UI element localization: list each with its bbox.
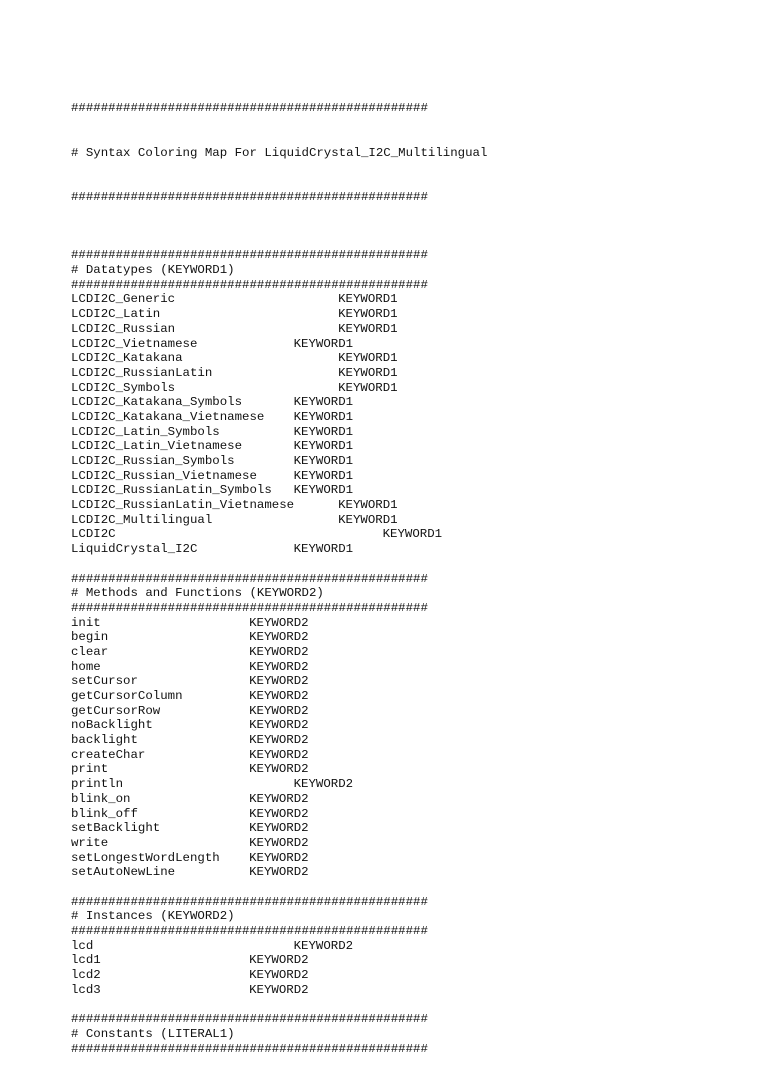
- entry-keyword: KEYWORD1: [338, 498, 398, 513]
- entry-keyword: KEYWORD1: [338, 512, 398, 527]
- keyword-entry: [71, 454, 761, 469]
- entry-keyword: KEYWORD1: [293, 542, 354, 557]
- blank-line: [71, 997, 761, 1012]
- entry-keyword: KEYWORD2: [249, 953, 309, 968]
- entry-name: LCDI2C: [71, 527, 116, 542]
- keyword-entry: [71, 660, 761, 675]
- keyword-entry: [71, 748, 761, 763]
- section-heading: # Instances (KEYWORD2): [71, 909, 235, 924]
- entry-keyword: KEYWORD2: [249, 718, 309, 733]
- entry-keyword: KEYWORD2: [293, 777, 354, 792]
- entry-name: setAutoNewLine: [71, 865, 176, 880]
- entry-name: getCursorRow: [71, 703, 161, 718]
- entry-keyword: KEYWORD1: [338, 380, 398, 395]
- header-rule-top: ################################################: [71, 101, 428, 116]
- entry-keyword: KEYWORD2: [249, 630, 309, 645]
- entry-keyword: KEYWORD2: [249, 806, 309, 821]
- entry-keyword: KEYWORD1: [293, 483, 354, 498]
- keyword-entry: [71, 351, 761, 366]
- keyword-entry: [71, 498, 761, 513]
- entry-name: noBacklight: [71, 718, 153, 733]
- entry-keyword: KEYWORD2: [249, 821, 309, 836]
- entry-name: LCDI2C_Vietnamese: [71, 336, 198, 351]
- header-rule-bottom: ################################################: [71, 189, 428, 204]
- header-title: # Syntax Coloring Map For LiquidCrystal_I2C_Multilingual: [71, 145, 488, 160]
- keyword-entry: [71, 513, 761, 528]
- entry-keyword: KEYWORD1: [293, 468, 354, 483]
- entry-name: setBacklight: [71, 821, 161, 836]
- entry-name: println: [71, 777, 124, 792]
- entry-keyword: KEYWORD1: [338, 292, 398, 307]
- entry-keyword: KEYWORD2: [249, 835, 309, 850]
- entry-keyword: KEYWORD2: [249, 865, 309, 880]
- keyword-entry: [71, 542, 761, 557]
- keyword-entry: [71, 645, 761, 660]
- entry-keyword: KEYWORD2: [249, 733, 309, 748]
- keyword-entry: [71, 983, 761, 998]
- entry-keyword: KEYWORD1: [293, 454, 354, 468]
- entry-keyword: KEYWORD1: [293, 439, 354, 454]
- entry-name: lcd1: [71, 953, 101, 968]
- keyword-entry: [71, 307, 761, 322]
- entry-name: clear: [71, 644, 109, 659]
- entry-name: LCDI2C_Russian_Vietnamese: [71, 468, 257, 483]
- entry-name: LCDI2C_Multilingual: [71, 512, 213, 527]
- entry-keyword: KEYWORD2: [293, 938, 354, 953]
- entry-keyword: KEYWORD2: [249, 762, 309, 777]
- entry-name: LCDI2C_RussianLatin_Vietnamese: [71, 498, 295, 513]
- entry-keyword: KEYWORD2: [249, 615, 309, 630]
- entry-keyword: KEYWORD2: [249, 791, 309, 806]
- keyword-entry: [71, 968, 761, 983]
- keywords-file-text: [71, 72, 761, 1071]
- keyword-entry: [71, 865, 761, 880]
- entry-name: backlight: [71, 733, 138, 748]
- entry-name: LCDI2C_Latin: [71, 307, 161, 322]
- entry-keyword: KEYWORD2: [249, 659, 309, 674]
- entry-name: write: [71, 835, 109, 850]
- entry-name: home: [71, 659, 101, 674]
- keyword-entry: [71, 483, 761, 498]
- keyword-entry: [71, 704, 761, 719]
- entry-name: setLongestWordLength: [71, 850, 220, 865]
- entry-name: setCursor: [71, 674, 138, 689]
- keyword-entry: [71, 689, 761, 704]
- entry-keyword: KEYWORD1: [338, 351, 398, 366]
- keyword-entry: [71, 733, 761, 748]
- entry-name: begin: [71, 630, 109, 645]
- entry-keyword: KEYWORD1: [293, 395, 354, 410]
- section-rule-top: ################################################: [71, 571, 428, 586]
- entry-name: LCDI2C_Latin_Symbols: [71, 424, 220, 439]
- entry-keyword: KEYWORD1: [293, 424, 354, 439]
- keyword-entry: [71, 718, 761, 733]
- entry-name: print: [71, 762, 109, 777]
- blank-line: [71, 880, 761, 895]
- entry-name: lcd3: [71, 982, 101, 997]
- entry-name: LCDI2C_Symbols: [71, 380, 176, 395]
- entry-name: lcd2: [71, 968, 101, 983]
- sections-container: [71, 234, 761, 1057]
- entry-keyword: KEYWORD1: [293, 336, 354, 351]
- entry-name: LiquidCrystal_I2C: [71, 542, 198, 557]
- entry-name: blink_on: [71, 791, 131, 806]
- keyword-entry: [71, 439, 761, 454]
- keyword-entry: [71, 792, 761, 807]
- entry-name: LCDI2C_Katakana: [71, 351, 183, 366]
- entry-name: init: [71, 615, 101, 630]
- keyword-entry: [71, 322, 761, 337]
- entry-keyword: KEYWORD1: [293, 409, 354, 424]
- entry-name: LCDI2C_Generic: [71, 292, 176, 307]
- section-rule-top: ################################################: [71, 248, 428, 263]
- section-rule-bottom: ################################################: [71, 1041, 428, 1056]
- section-rule-bottom: ################################################: [71, 600, 428, 615]
- entry-keyword: KEYWORD2: [249, 644, 309, 659]
- entry-name: createChar: [71, 747, 146, 762]
- section-heading: # Datatypes (KEYWORD1): [71, 263, 235, 278]
- entry-name: getCursorColumn: [71, 689, 183, 703]
- keyword-entry: [71, 851, 761, 866]
- entry-keyword: KEYWORD2: [249, 850, 309, 865]
- entry-keyword: KEYWORD2: [249, 703, 309, 718]
- entry-keyword: KEYWORD1: [338, 307, 398, 322]
- keyword-entry: [71, 337, 761, 352]
- keyword-entry: [71, 469, 761, 484]
- keyword-entry: [71, 807, 761, 822]
- section-heading: # Constants (LITERAL1): [71, 1026, 235, 1041]
- entry-name: LCDI2C_Russian_Symbols: [71, 454, 235, 468]
- keyword-entry: [71, 939, 761, 954]
- keyword-entry: [71, 381, 761, 396]
- entry-name: blink_off: [71, 806, 138, 821]
- keyword-entry: [71, 366, 761, 381]
- keyword-entry: [71, 777, 761, 792]
- section-rule-bottom: ################################################: [71, 924, 428, 938]
- keyword-entry: [71, 425, 761, 440]
- entry-keyword: KEYWORD2: [249, 968, 309, 983]
- entry-keyword: KEYWORD2: [249, 689, 309, 703]
- blank-line: [71, 557, 761, 572]
- keyword-entry: [71, 630, 761, 645]
- entry-name: LCDI2C_Russian: [71, 321, 176, 336]
- keyword-entry: [71, 674, 761, 689]
- section-rule-bottom: ################################################: [71, 277, 428, 292]
- section-rule-top: ################################################: [71, 1012, 428, 1027]
- keyword-entry: [71, 395, 761, 410]
- section-rule-top: ################################################: [71, 894, 428, 909]
- entry-keyword: KEYWORD2: [249, 982, 309, 997]
- keyword-entry: [71, 953, 761, 968]
- entry-name: LCDI2C_RussianLatin_Symbols: [71, 483, 272, 498]
- blank-line: [71, 234, 761, 249]
- keyword-entry: [71, 762, 761, 777]
- keyword-entry: [71, 410, 761, 425]
- entry-name: lcd: [71, 938, 94, 953]
- entry-keyword: KEYWORD2: [249, 747, 309, 762]
- keyword-entry: [71, 292, 761, 307]
- entry-keyword: KEYWORD2: [249, 674, 309, 689]
- keyword-entry: [71, 821, 761, 836]
- entry-keyword: KEYWORD1: [338, 365, 398, 380]
- keyword-entry: [71, 527, 761, 542]
- section-heading: # Methods and Functions (KEYWORD2): [71, 586, 324, 601]
- entry-name: LCDI2C_Katakana_Symbols: [71, 395, 243, 410]
- keyword-entry: [71, 616, 761, 631]
- entry-name: LCDI2C_Katakana_Vietnamese: [71, 409, 265, 424]
- entry-keyword: KEYWORD1: [382, 527, 443, 542]
- entry-name: LCDI2C_RussianLatin: [71, 365, 213, 380]
- keyword-entry: [71, 836, 761, 851]
- entry-keyword: KEYWORD1: [338, 321, 398, 336]
- entry-name: LCDI2C_Latin_Vietnamese: [71, 439, 243, 454]
